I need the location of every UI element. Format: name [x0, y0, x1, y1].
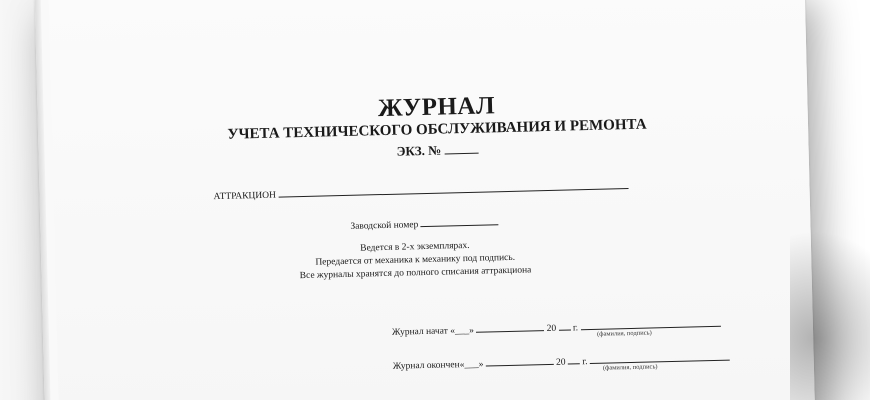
note-line-2: Передается от механика к механику под подпись.	[315, 252, 516, 268]
journal-cover	[49, 0, 816, 400]
copy-number-label: ЭКЗ. №	[396, 142, 442, 159]
serial-number-blank	[421, 217, 499, 227]
end-year-suffix: г.	[582, 357, 588, 368]
journal-ended-label: Журнал окончен«___»	[392, 359, 484, 372]
start-year-suffix: г.	[572, 323, 579, 334]
journal-ended-row	[393, 353, 730, 372]
end-year-blank	[568, 356, 580, 364]
attraction-row	[213, 181, 628, 202]
start-signature-hint: (фамилия, подпись)	[597, 329, 652, 338]
end-month-blank	[486, 357, 554, 367]
journal-started-row	[392, 319, 721, 338]
document-subtitle: УЧЕТА ТЕХНИЧЕСКОГО ОБСЛУЖИВАНИЯ И РЕМОНТА	[227, 116, 647, 143]
end-signature-hint: (фамилия, подпись)	[602, 363, 658, 372]
note-line-1: Ведется в 2-х экземплярах.	[360, 240, 470, 254]
start-year-prefix: 20	[546, 323, 557, 335]
journal-started-label: Журнал начат «___»	[391, 325, 475, 338]
attraction-label: АТТРАКЦИОН	[213, 190, 277, 203]
start-month-blank	[476, 323, 544, 333]
drop-shadow	[790, 230, 870, 400]
note-line-3: Все журналы хранятся до полного списания аттракциона	[299, 265, 532, 282]
end-year-prefix: 20	[555, 357, 566, 368]
serial-number-label: Заводской номер	[350, 220, 419, 232]
attraction-blank	[278, 181, 628, 198]
start-year-blank	[558, 322, 570, 330]
copy-number-blank	[444, 141, 478, 155]
end-signature-blank	[590, 353, 730, 364]
document-title: ЖУРНАЛ	[377, 92, 496, 123]
journal-book	[35, 0, 816, 400]
cover-content	[49, 0, 816, 400]
serial-number-row	[350, 217, 499, 232]
